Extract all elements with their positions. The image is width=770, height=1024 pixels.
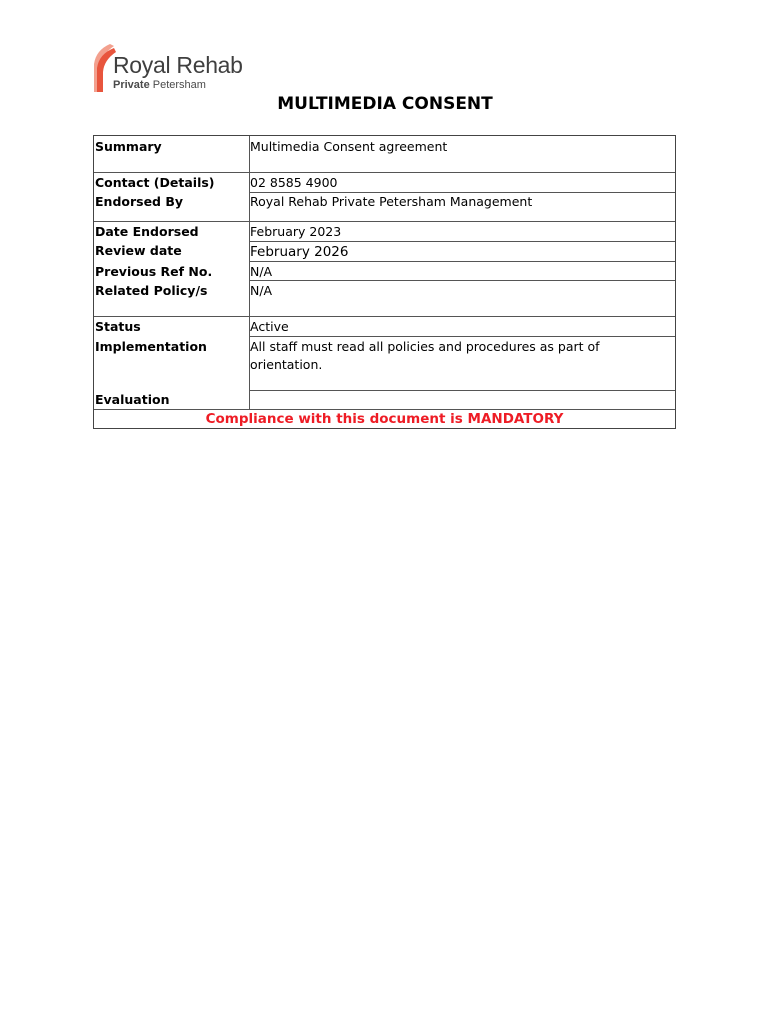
value-endorsed-by: Royal Rehab Private Petersham Management xyxy=(250,194,533,209)
label-contact: Contact (Details) xyxy=(95,175,215,190)
row-divider xyxy=(249,241,675,242)
label-previous-ref: Previous Ref No. xyxy=(95,264,213,279)
row-divider xyxy=(94,409,675,410)
label-date-endorsed: Date Endorsed xyxy=(95,224,199,239)
value-implementation: All staff must read all policies and procedures as part of orientation. xyxy=(250,339,600,372)
value-previous-ref: N/A xyxy=(250,264,273,279)
label-review-date: Review date xyxy=(95,243,182,258)
value-review-date: February 2026 xyxy=(250,244,349,260)
label-related-policy: Related Policy/s xyxy=(95,283,208,298)
value-date-endorsed: February 2023 xyxy=(250,224,342,239)
row-divider xyxy=(249,390,675,391)
document-info-table xyxy=(93,135,676,429)
row-divider xyxy=(249,261,675,262)
label-implementation: Implementation xyxy=(95,339,207,354)
row-divider xyxy=(94,316,675,317)
mandatory-notice: Compliance with this document is MANDATORY xyxy=(205,411,564,427)
value-status: Active xyxy=(250,319,289,334)
row-divider xyxy=(249,336,675,337)
label-status: Status xyxy=(95,319,141,334)
document-title: MULTIMEDIA CONSENT xyxy=(277,94,493,114)
value-contact: 02 8585 4900 xyxy=(250,175,338,190)
logo-subtitle-bold: Private xyxy=(113,79,150,91)
row-divider xyxy=(94,172,675,173)
label-endorsed-by: Endorsed By xyxy=(95,194,184,209)
logo-subtitle xyxy=(113,79,206,91)
logo-name: Royal Rehab xyxy=(113,52,243,78)
royal-rehab-logo xyxy=(92,42,252,96)
label-summary: Summary xyxy=(95,139,162,154)
logo-subtitle-rest: Petersham xyxy=(149,79,206,91)
value-related-policy: N/A xyxy=(250,283,273,298)
label-evaluation: Evaluation xyxy=(95,392,170,407)
row-divider xyxy=(94,221,675,222)
value-summary: Multimedia Consent agreement xyxy=(250,139,448,154)
